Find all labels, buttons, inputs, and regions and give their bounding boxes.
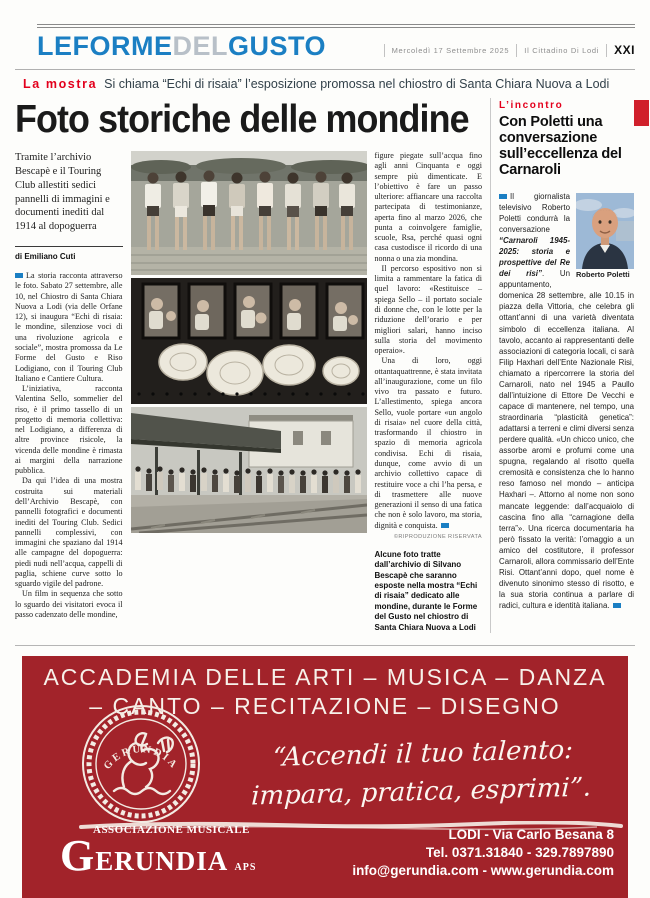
column-divider — [490, 98, 491, 633]
contact-web: info@gerundia.com - www.gerundia.com — [352, 863, 614, 879]
mondine-field-photo-illustration — [131, 151, 367, 275]
station-photo-illustration — [131, 407, 367, 533]
section-masthead — [37, 33, 326, 60]
article-body-right — [375, 151, 483, 531]
ad-quote-line2: impara, pratica, esprimi”. — [250, 772, 592, 812]
association-line: ASSOCIAZIONE MUSICALE — [93, 823, 250, 836]
article-end-marker-icon — [441, 523, 449, 528]
photo-train-windows-hats — [131, 278, 367, 404]
red-corner-mark — [634, 100, 649, 126]
sidebar-event-title: “Carnaroli 1945-2025: storia e prospettive del Re dei risi” — [499, 236, 570, 279]
ad-contact-block — [352, 826, 614, 881]
kicker-label: La mostra — [23, 77, 98, 91]
paragraph — [375, 356, 483, 531]
contact-phone: Tel. 0371.31840 - 329.7897890 — [425, 845, 614, 861]
paragraph: Da qui l’idea di una mostra costruita sui materiali dell’Archivio Bescapè, con pannelli fotografici e documenti inediti del Touring Club. Sedici pannelli complessivi, con immagini che spaziano dal 1914 alle campagne del dopoguerra: piedi nudi nell’acqua, cappelli di paglia, schiene curve sotto lo sguardo vigile del padrone. — [15, 476, 123, 589]
ad-separator-rule — [15, 645, 635, 646]
poletti-portrait-illustration — [576, 193, 634, 269]
train-photo-illustration — [131, 278, 367, 404]
paragraph-marker-icon — [499, 194, 507, 199]
sidebar-incontro — [499, 98, 634, 633]
sidebar-kicker: L’incontro — [499, 100, 564, 111]
sidebar-body — [499, 191, 634, 611]
sidebar-end-marker-icon — [613, 603, 621, 608]
dateline-paper-name: Il Cittadino Di Lodi — [524, 45, 600, 55]
paragraph: Un film in sequenza che sotto lo sguardo dei visitatori evoca il passo cadenzato delle mondine, — [15, 589, 123, 619]
photo-column — [131, 151, 367, 633]
gerundia-emblem-logo — [80, 703, 202, 830]
contact-address: LODI - Via Carlo Besana 8 — [448, 826, 614, 842]
ad-heading-line2: – CANTO – RECITAZIONE – DISEGNO — [89, 692, 561, 719]
ad-quote-line1: “Accendi il tuo talento: — [272, 734, 574, 773]
dateline — [384, 43, 635, 60]
article-standfirst: Tramite l’archivio Bescapè e il Touring Club allestiti sedici pannelli di immagini e documenti inediti dal 1914 al dopoguerra — [15, 152, 110, 233]
copyright-notice: ©RIPRODUZIONE RISERVATA — [393, 533, 482, 540]
ad-heading-line1: ACCADEMIA DELLE ARTI – MUSICA – DANZA — [43, 663, 607, 690]
page-number: XXI — [614, 43, 635, 57]
paragraph — [15, 271, 123, 384]
paragraph: Il percorso espositivo non si limita a rammentare la fatica di quel lavoro: «Restituisce – spiega Sello – il portato sociale di donne che, con le lotte per la riduzione dell’orario e per migliori salari, hanno inciso sulla storia del movimento operaio». — [374, 263, 482, 356]
masthead-leforme: LEFORME — [37, 31, 173, 61]
paragraph: L’iniziativa, racconta Valentina Sello, sommelier del riso, è il primo tassello di un progetto di memoria collettiva: nel Lodigiano, a differenza di altre province risicole, la vicenda delle mondine è rimasta ai margini della narrazione pubblica. — [15, 384, 123, 476]
main-content — [15, 98, 635, 633]
section-header — [15, 28, 635, 69]
gerundia-emblem-icon — [80, 703, 202, 825]
article-left-column — [15, 151, 123, 633]
sidebar-headline: Con Poletti una conversazione sull’eccellenza del Carnaroli — [499, 114, 622, 178]
paragraph-marker-icon — [15, 273, 23, 278]
byline-name: di Emiliano Cuti — [15, 252, 76, 262]
dateline-date: Mercoledì 17 Settembre 2025 — [391, 45, 510, 55]
photo-station-platform — [131, 407, 367, 533]
sidebar-text: . Un appuntamento, domenica 28 settembre, alle 10.15 in piazza della Vittoria, che celebra gli ottant’anni di una varietà diventata simbolo di eccellenza italiana. Al tavolo, accanto ai rappresentanti delle associazioni di categoria locali, ci sarà Filip Haxhari dell’Ente Nazionale Risi, chiamato a ripercorrere la storia del Carnaroli, nato nel 1945 a Paullo dall’intuizione di Ettore De Vecchi e capace di mantenere, nel tempo, una straordinaria “plasticità genetica”: adattarsi a terreni e climi diversi senza perdere qualità. «Un chicco unico, che assorbe aromi e profumi come una spugna, regalando al risotto quella cremosità e consistenza che lo hanno reso famoso nel mondo – anticipa Haxhari –. Attorno al nome non sono mancate leggende: dall’acquaiolo di cascina fino alla “carnagione della terra”». Una ricerca documentaria ha però fissato la verità: l’omaggio a un amico del costitutore, il professor Carnaroli, allora commissario dell’Ente Risi. Ottant’anni dopo, quel nome è divenuto sinonimo stesso di risotto, e la sua storia continua a parlare di radici, cultura e identità italiana. — [499, 269, 634, 611]
paragraph-text: La storia racconta attraverso le foto. Sabato 27 settembre, alle 10, nel Chiostro di Santa Chiara Nuova a Lodi (via delle Orfane 12), si inaugura “Echi di risaia: le mondine, silenziose voci di una rivoluzione agricola e sociale”, mostra promossa da Le Forme del Gusto e Riso Lodigiano, con il Touring Club Italiano e Cantiere Cultura. — [15, 271, 123, 383]
gerundia-wordmark — [60, 830, 257, 880]
sidebar-intro: Il giornalista televisivo Roberto Poletti condurrà la conversazione — [499, 191, 570, 234]
article-headline: Foto storiche delle mondine — [15, 98, 469, 141]
gerundia-advertisement — [22, 656, 628, 898]
gerundia-name: GERUNDIA — [60, 830, 227, 880]
main-article — [15, 98, 482, 633]
paragraph-text: Una di loro, oggi ottantaquattrenne, è stata invitata all’inaugurazione, come un filo vivo tra passato e futuro. L’allestimento, spiega ancora Sello, vuole portare «un angolo di risaia» nel cuore della città, trasformando il chiostro in spazio di memoria agricola condivisa. Echi di risaia, dunque, come avvio di un archivio collettivo capace di restituire voce a chi l’ha persa, e di trasmettere alle nuove generazioni il senso di una fatica che non è solo lavoro, ma storia, dignità e conquista. — [374, 356, 482, 530]
photo-mondine-in-field — [131, 151, 367, 275]
paragraph: figure piegate sull’acqua fino agli anni Cinquanta e oggi sempre più dimenticate. E l’obiettivo è fare un passo ulteriore: affiancare una raccolta partecipata di testimonianze, aperta fino al marzo 2026, che punta a coinvolgere famiglie, scuole, Rsa, perché quasi ogni casa custodisce il ricordo di una nonna o una zia mondina. — [374, 151, 482, 263]
masthead-gusto: GUSTO — [228, 31, 327, 61]
article-body-left — [15, 271, 123, 620]
ad-quote — [220, 731, 623, 817]
emblem-arc-text: GERUNDIA — [101, 744, 181, 772]
sidebar-photo-poletti — [576, 193, 634, 280]
dateline-separator — [606, 44, 607, 57]
photo-caption: Alcune foto tratte dall’archivio di Silvano Bescapè che saranno esposte nella mostra “Echi di risaia” dedicato alle mondine, durante le Forme del Gusto nel chiostro di Santa Chiara Nuova a Lodi — [374, 549, 478, 632]
byline-rule — [15, 246, 123, 247]
sidebar-photo-caption: Roberto Poletti — [576, 269, 630, 279]
kicker-text: Si chiama “Echi di risaia” l’esposizione promossa nel chiostro di Santa Chiara Nuova a Lodi — [104, 77, 610, 91]
article-kicker — [15, 70, 635, 96]
aps-suffix: APS — [234, 861, 257, 873]
association-block — [60, 823, 257, 880]
article-right-column — [375, 151, 483, 633]
article-byline — [15, 252, 123, 261]
dateline-separator — [384, 44, 385, 57]
dateline-separator — [516, 44, 517, 57]
masthead-del: DEL — [172, 31, 228, 61]
